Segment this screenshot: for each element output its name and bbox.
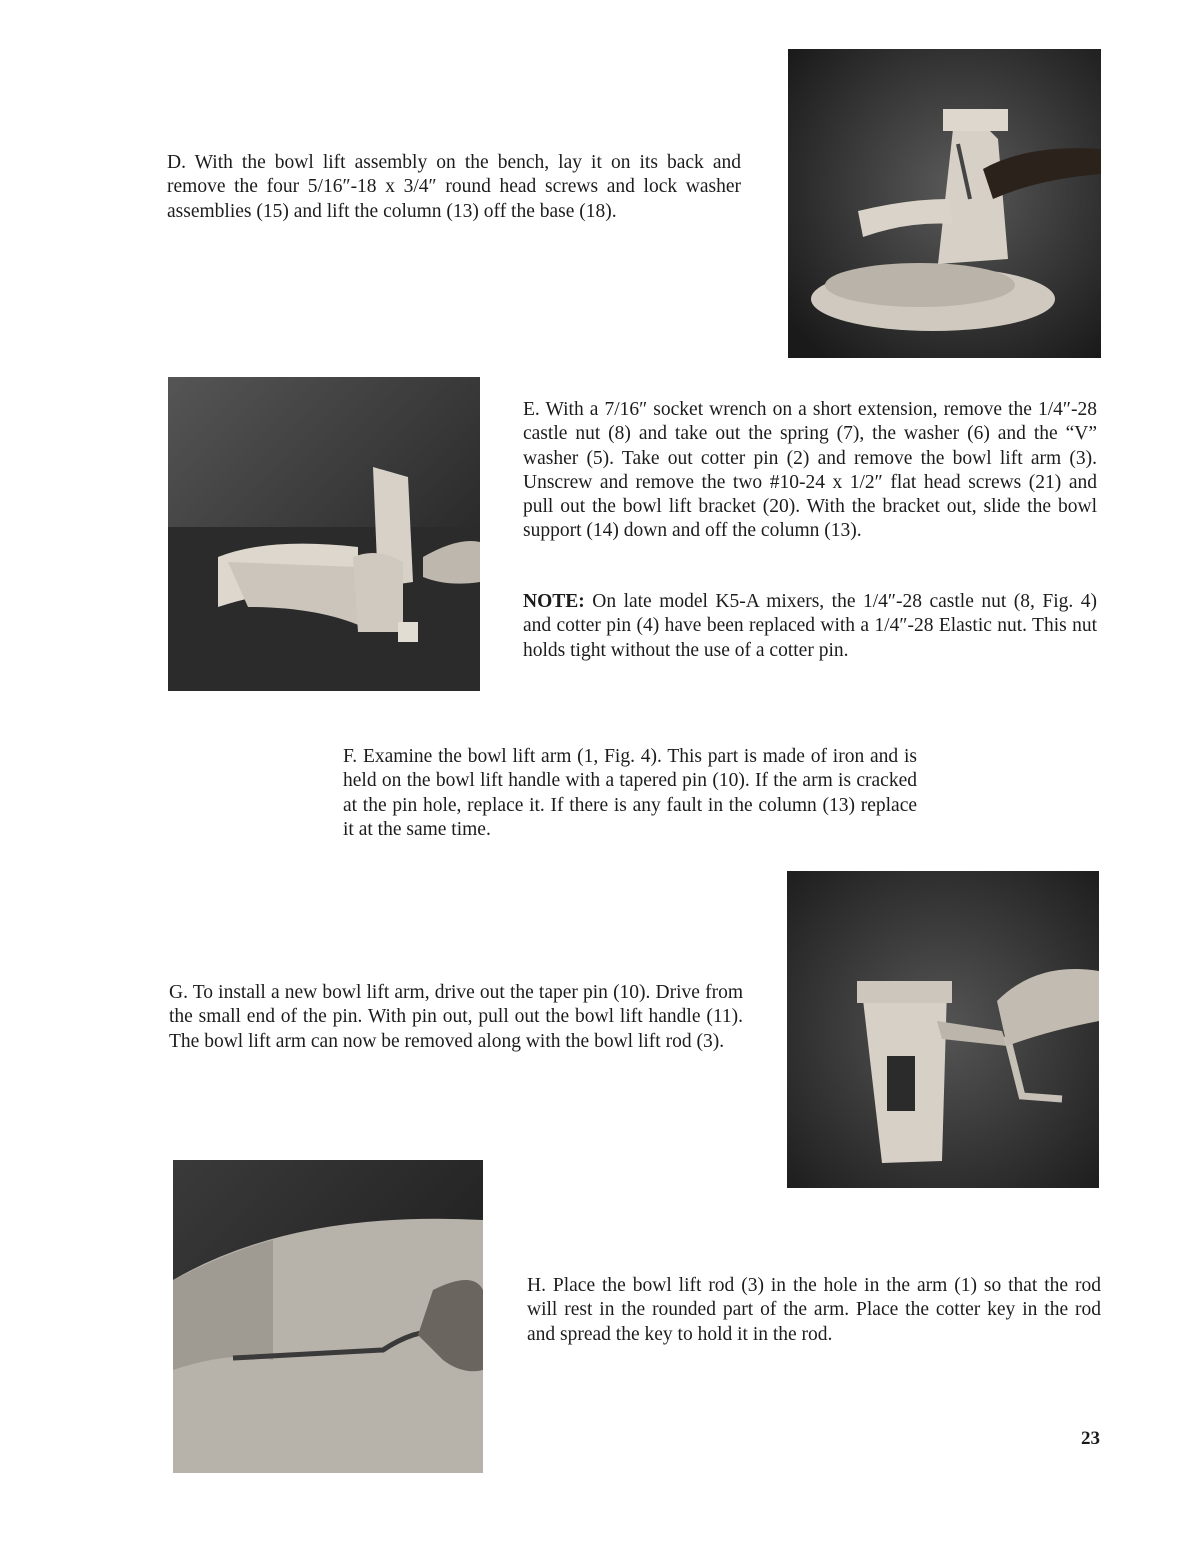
note-paragraph: [523, 590, 1097, 663]
photo-column-with-handle: [787, 871, 1099, 1188]
step-h-text: H. Place the bowl lift rod (3) in the hole in the arm (1) so that the rod will rest in the rounded part of the arm. Place the cotter key in the rod and spread the key to hold it in the rod.: [527, 1275, 1101, 1345]
photo-bowl-support: [168, 377, 480, 691]
step-d-text: D. With the bowl lift assembly on the bench, lay it on its back and remove the four 5/16″-18 x 3/4″ round head screws and lock washer assemblies (15) and lift the column (13) off the base (18).: [167, 152, 741, 222]
note-text: On late model K5-A mixers, the 1/4″-28 castle nut (8, Fig. 4) and cotter pin (4) have been replaced with a 1/4″-28 Elastic nut. This nut holds tight without the use of a cotter pin.: [523, 591, 1097, 661]
note-label: NOTE:: [523, 591, 585, 612]
page-number: 23: [1081, 1428, 1100, 1449]
step-e-text: E. With a 7/16″ socket wrench on a short extension, remove the 1/4″-28 castle nut (8) and take out the spring (7), the washer (6) and the “V” washer (5). Take out cotter pin (2) and remove the bowl lift arm (3). Unscrew and remove the two #10-24 x 1/2″ flat head screws (21) and pull out the bowl lift bracket (20). With the bracket out, slide the bowl support (14) down and off the column (13).: [523, 399, 1097, 542]
step-f-text: F. Examine the bowl lift arm (1, Fig. 4). This part is made of iron and is held on the bowl lift handle with a tapered pin (10). If the arm is cracked at the pin hole, replace it. If there is any fault in the column (13) replace it at the same time.: [343, 746, 917, 840]
photo-bowl-lift-rod: [173, 1160, 483, 1473]
step-g-text: G. To install a new bowl lift arm, drive out the taper pin (10). Drive from the small end of the pin. With pin out, pull out the bowl lift handle (11). The bowl lift arm can now be removed along with the bowl lift rod (3).: [169, 982, 743, 1052]
photo-column-on-base: [788, 49, 1101, 358]
